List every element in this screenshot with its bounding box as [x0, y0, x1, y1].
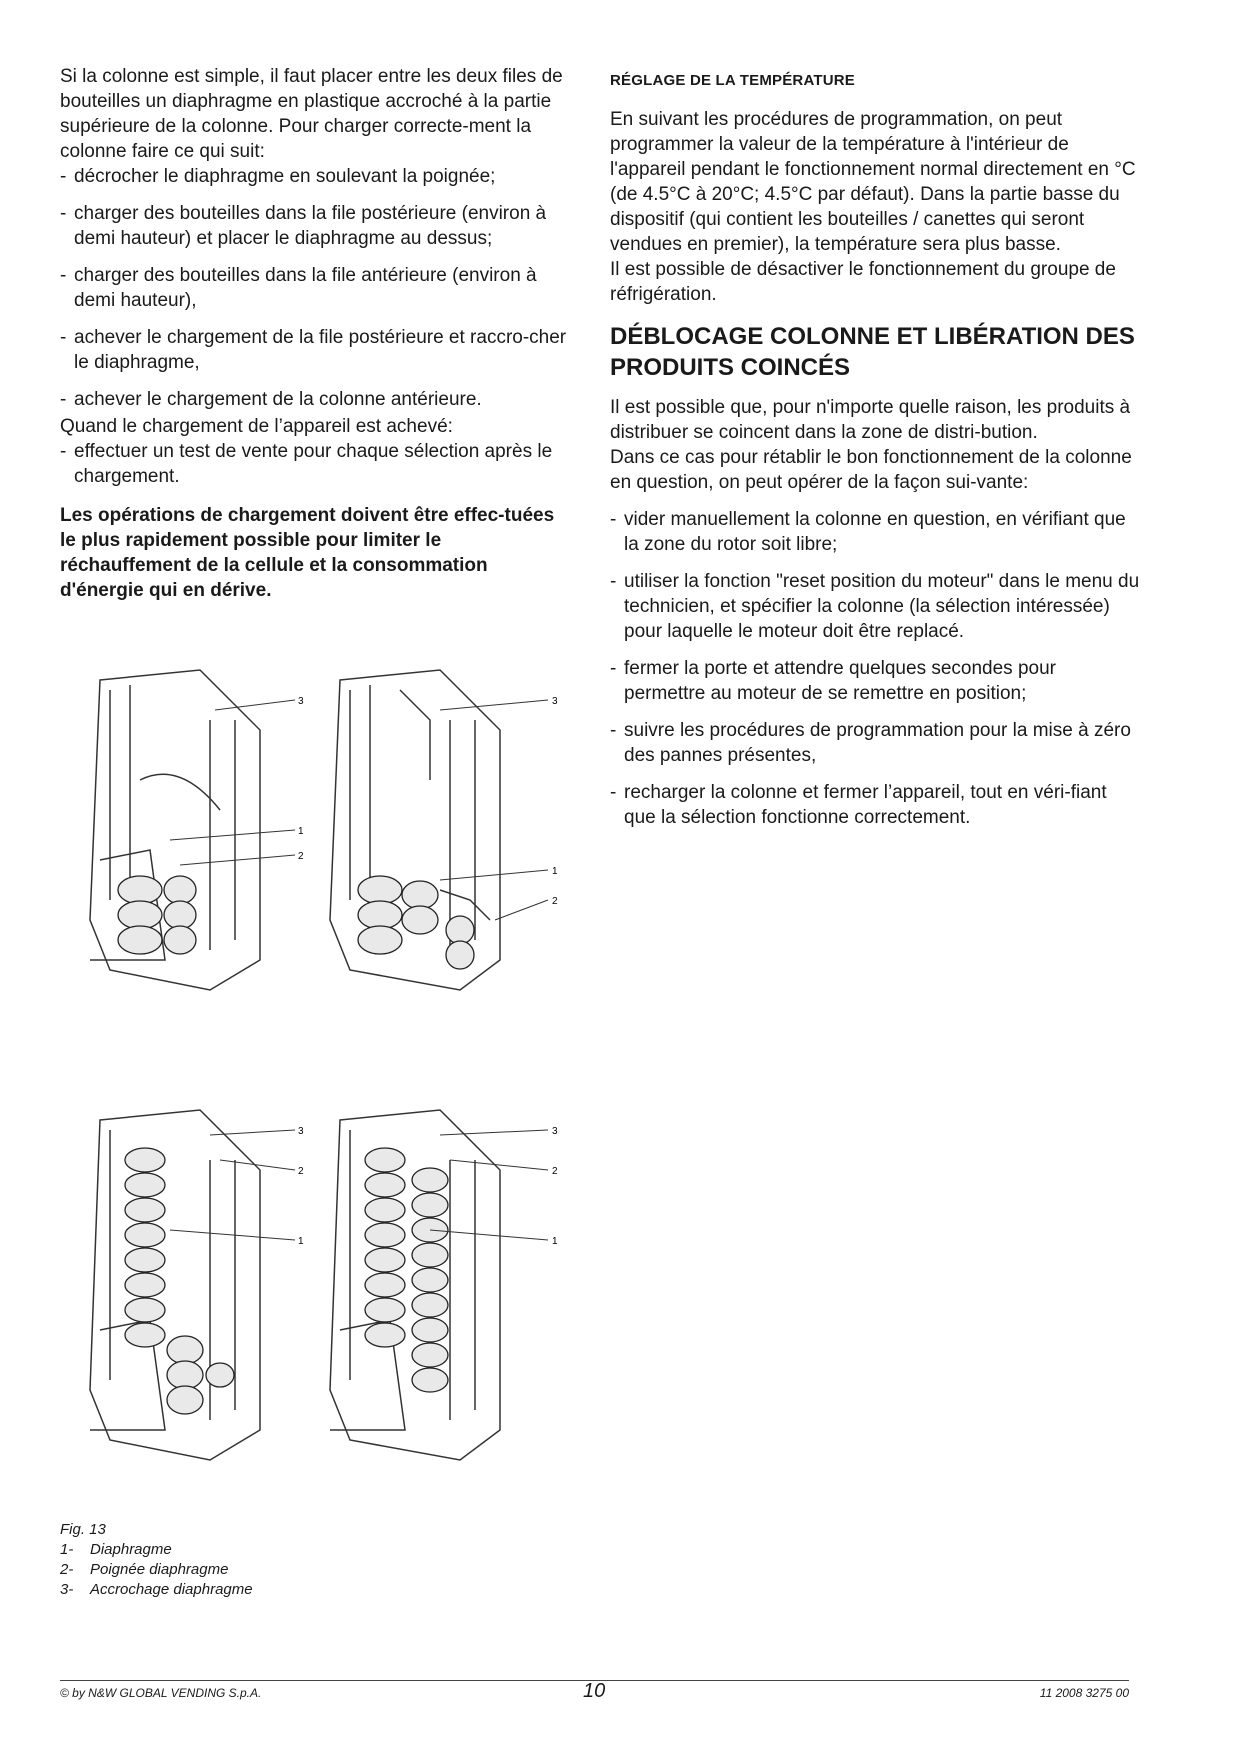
callout-2: 2 — [298, 851, 304, 862]
refrigeration-paragraph: Il est possible de désactiver le fonctionnement du groupe de réfrigération. — [610, 259, 1116, 305]
loading-step: - charger des bouteilles dans la file postérieure (environ à demi hauteur) et placer le diaphragme au dessus; — [60, 201, 575, 251]
right-column — [610, 64, 1140, 830]
callout-1: 1 — [298, 826, 304, 837]
loading-step: - achever le chargement de la colonne antérieure. — [60, 387, 575, 412]
page-number: 10 — [583, 1680, 606, 1702]
callout-2: 2 — [298, 1166, 304, 1177]
callout-3: 3 — [552, 696, 558, 707]
loading-steps-list — [60, 164, 575, 412]
callout-2: 2 — [552, 1166, 558, 1177]
left-column — [60, 64, 575, 603]
after-steps-list — [60, 439, 575, 489]
callout-1: 1 — [298, 1236, 304, 1247]
unblock-step: - vider manuellement la colonne en question, en vérifiant que la zone du rotor soit libre; — [610, 507, 1140, 557]
callout-3: 3 — [298, 1126, 304, 1137]
figure-13 — [60, 660, 580, 1520]
loading-step: - charger des bouteilles dans la file antérieure (environ à demi hauteur), — [60, 263, 575, 313]
unblock-heading: DÉBLOCAGE COLONNE ET LIBÉRATION DES PRODUITS COINCÉS — [610, 323, 1135, 381]
drawing-step-4 — [320, 1100, 570, 1520]
callout-3: 3 — [552, 1126, 558, 1137]
callout-1: 1 — [552, 1236, 558, 1247]
after-step: - effectuer un test de vente pour chaque sélection après le chargement. — [60, 439, 575, 489]
temperature-heading: RÉGLAGE DE LA TEMPÉRATURE — [610, 72, 856, 89]
unblock-steps-list — [610, 507, 1140, 830]
callout-2: 2 — [552, 896, 558, 907]
legend-text: Diaphragme — [90, 1541, 172, 1558]
legend-number: 3- — [60, 1581, 74, 1598]
unblock-step: - fermer la porte et attendre quelques secondes pour permettre au moteur de se remettre en position; — [610, 656, 1140, 706]
loading-step: - décrocher le diaphragme en soulevant la poignée; — [60, 164, 575, 189]
legend-item — [60, 1560, 253, 1580]
unblock-step: - utiliser la fonction "reset position du moteur" dans le menu du technicien, et spécifier la colonne (la sélection intéressée) pour laquelle le moteur doit être replacé. — [610, 569, 1140, 644]
callout-1: 1 — [552, 866, 558, 877]
callout-3: 3 — [298, 696, 304, 707]
legend-item — [60, 1540, 253, 1560]
document-code: 11 2008 3275 00 — [1039, 1686, 1129, 1700]
legend-item — [60, 1580, 253, 1600]
legend-text: Poignée diaphragme — [90, 1561, 229, 1578]
unblock-step: - recharger la colonne et fermer l’appareil, tout en véri-fiant que la sélection fonctionne correctement. — [610, 780, 1140, 830]
legend-text: Accrochage diaphragme — [90, 1581, 253, 1598]
after-loading-text: Quand le chargement de l’appareil est achevé: — [60, 416, 453, 437]
footer-copyright: © by N&W GLOBAL VENDING S.p.A. — [60, 1686, 262, 1700]
figure-caption — [60, 1520, 253, 1600]
intro-paragraph: Si la colonne est simple, il faut placer entre les deux files de bouteilles un diaphragme en plastique accroché à la partie supérieure de la colonne. Pour charger correcte-ment la colonne faire ce qui suit: — [60, 66, 563, 162]
drawing-step-3 — [70, 1100, 320, 1520]
loading-step: - achever le chargement de la file postérieure et raccro-cher le diaphragme, — [60, 325, 575, 375]
warning-paragraph: Les opérations de chargement doivent être effec-tuées le plus rapidement possible pour limiter le réchauffement de la cellule et la consommation d'énergie qui en dérive. — [60, 505, 555, 601]
temperature-paragraph: En suivant les procédures de programmation, on peut programmer la valeur de la température à l'intérieur de l'appareil pendant le fonctionnement normal directement en °C (de 4.5°C à 20°C; 4.5°C par défaut). Dans la partie basse du dispositif (qui contient les bouteilles / canettes qui seront vendues en premier), la température sera plus basse. — [610, 109, 1136, 255]
caption-title: Fig. 13 — [60, 1521, 106, 1538]
unblock-step: - suivre les procédures de programmation pour la mise à zéro des pannes présentes, — [610, 718, 1140, 768]
unblock-paragraph-2: Dans ce cas pour rétablir le bon fonctionnement de la colonne en question, on peut opérer de la façon sui-vante: — [610, 447, 1132, 493]
drawing-step-1 — [70, 660, 320, 1080]
drawing-step-2 — [320, 660, 570, 1080]
unblock-paragraph-1: Il est possible que, pour n'importe quelle raison, les produits à distribuer se coincent dans la zone de distri-bution. — [610, 397, 1131, 443]
legend-number: 2- — [60, 1561, 74, 1578]
legend-number: 1- — [60, 1541, 74, 1558]
